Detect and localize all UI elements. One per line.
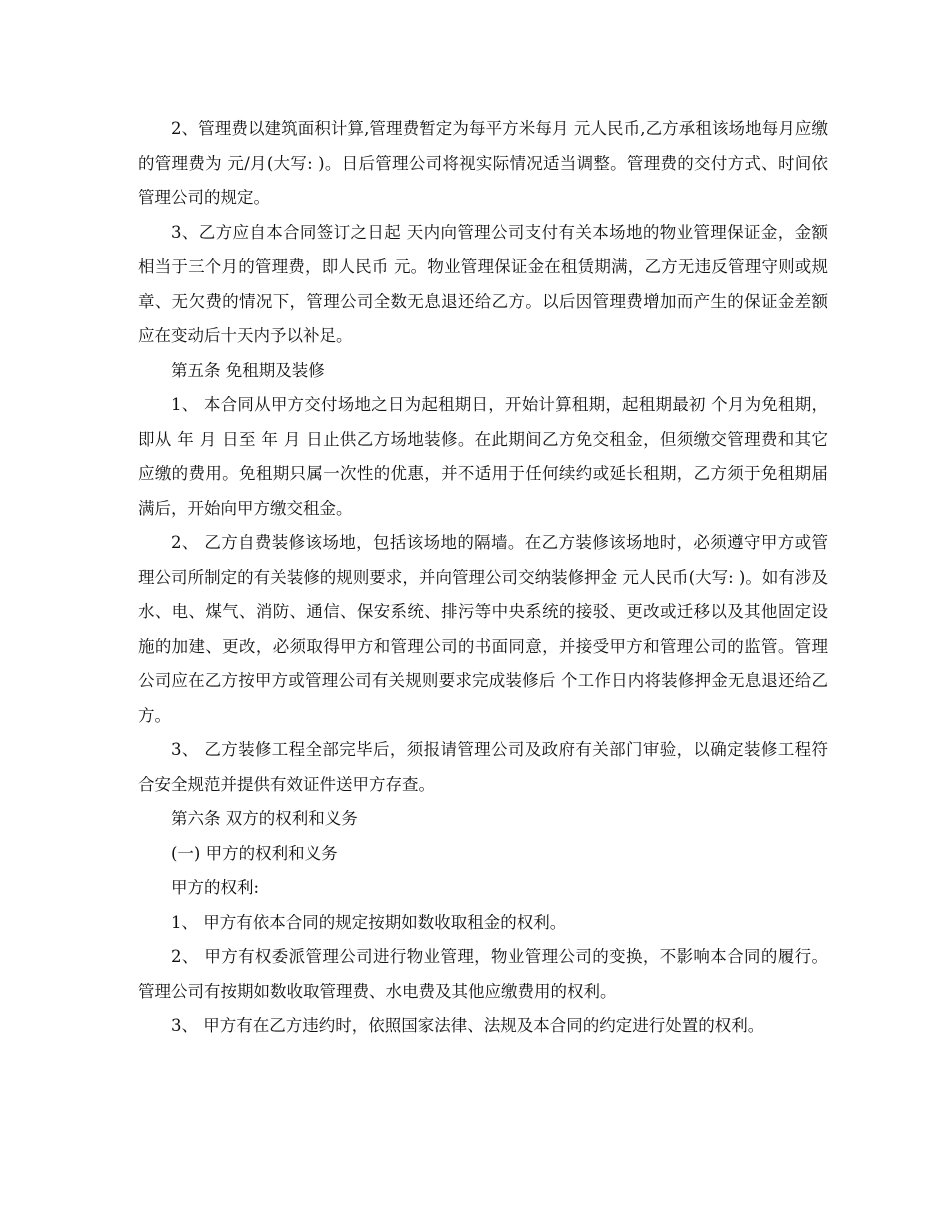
paragraph-management-fee: 2、管理费以建筑面积计算,管理费暂定为每平方米每月 元人民币,乙方承租该场地每月应缴的管理费为 元/月(大写: )。日后管理公司将视实际情况适当调整。管理费的交付方式、时间依管理公司的规定。 (138, 119, 828, 207)
paragraph-right-3: 3、 甲方有在乙方违约时，依照国家法律、法规及本合同的约定进行处置的权利。 (171, 1016, 765, 1035)
paragraph-inspection: 3、 乙方装修工程全部完毕后，须报请管理公司及政府有关部门审验，以确定装修工程符合安全规范并提供有效证件送甲方存查。 (138, 740, 828, 794)
paragraph-rent-free-period: 1、 本合同从甲方交付场地之日为起租期日，开始计算租期，起租期最初 个月为免租期，即从 年 月 日至 年 月 日止供乙方场地装修。在此期间乙方免交租金，但须缴交管理费和其它应缴的费用。免租期只属一次性的优惠，并不适用于任何续约或延长租期，乙方须于免租期届满后，开始向甲方缴交租金。 (138, 395, 828, 518)
subsection-heading-party-a: (一) 甲方的权利和义务 (171, 843, 338, 863)
party-a-rights-label: 甲方的权利: (171, 878, 260, 897)
section-heading-article-5: 第五条 免租期及装修 (171, 360, 325, 380)
paragraph-renovation: 2、 乙方自费装修该场地，包括该场地的隔墙。在乙方装修该场地时，必须遵守甲方或管理公司所制定的有关装修的规则要求，并向管理公司交纳装修押金 元人民币(大写: )。如有涉及水、电、煤气、消防、通信、保安系统、排污等中央系统的接驳、更改或迁移以及其他固定设施的加建、更改，必须取得甲方和管理公司的书面同意，并接受甲方和管理公司的监管。管理公司应在乙方按甲方或管理公司有关规则要求完成装修后 个工作日内将装修押金无息退还给乙方。 (138, 533, 828, 725)
paragraph-deposit: 3、乙方应自本合同签订之日起 天内向管理公司支付有关本场地的物业管理保证金，金额相当于三个月的管理费，即人民币 元。物业管理保证金在租赁期满，乙方无违反管理守则或规章、无欠费的情况下，管理公司全数无息退还给乙方。以后因管理费增加而产生的保证金差额应在变动后十天内予以补足。 (138, 222, 828, 345)
paragraph-right-2: 2、 甲方有权委派管理公司进行物业管理，物业管理公司的变换，不影响本合同的履行。管理公司有按期如数收取管理费、水电费及其他应缴费用的权利。 (138, 947, 828, 1001)
paragraph-right-1: 1、 甲方有依本合同的规定按期如数收取租金的权利。 (171, 912, 567, 932)
document-page (138, 112, 828, 1044)
section-heading-article-6: 第六条 双方的权利和义务 (171, 809, 358, 828)
